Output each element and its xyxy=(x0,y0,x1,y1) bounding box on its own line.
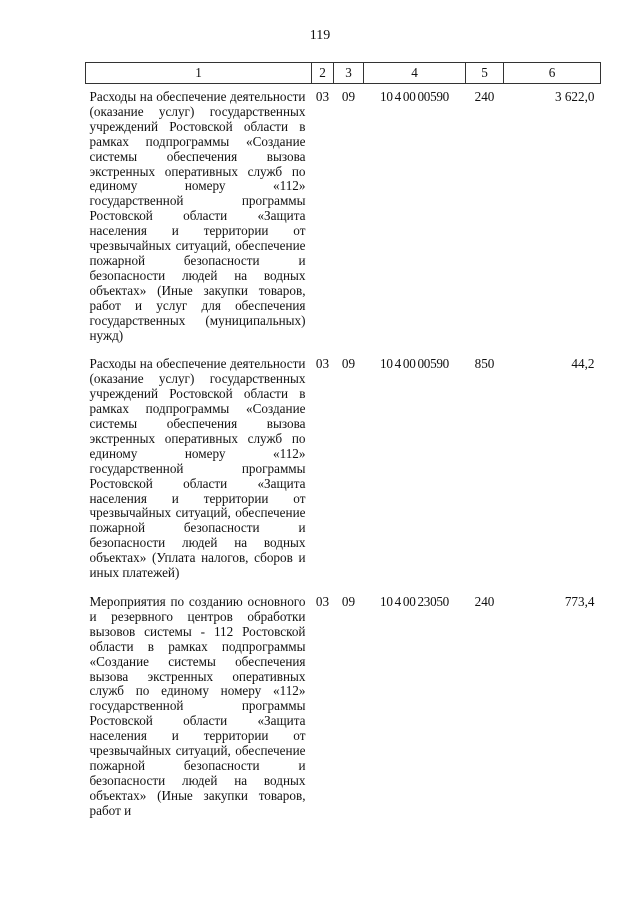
column-header: 4 xyxy=(364,63,466,84)
table-row xyxy=(86,351,601,589)
column-header: 3 xyxy=(334,63,364,84)
row-section-code: 03 xyxy=(315,356,330,372)
table-row xyxy=(86,589,601,827)
table-header-row xyxy=(86,63,601,84)
budget-table xyxy=(85,62,601,827)
column-header: 5 xyxy=(466,63,504,84)
column-header: 6 xyxy=(504,63,601,84)
row-description: Мероприятия по созданию основного и резервного центров обработки вызовов системы - 112 Ростовской области в рамках подпрограммы «Создание системы обеспечения вызова экстренных оперативных служб по единому номеру «112» государственной программы Ростовской области «Защита населения и территории от чрезвычайных ситуаций, обеспечение пожарной безопасности и безопасности людей на водных объектах» (Иные закупки товаров, работ и xyxy=(89,594,306,818)
row-expense-type-code: 240 xyxy=(474,89,495,104)
column-header: 1 xyxy=(86,63,312,84)
row-target-article-code: 10 4 00 00590 xyxy=(380,89,449,104)
row-description: Расходы на обеспечение деятельности (оказание услуг) государственных учреждений Ростовской области в рамках подпрограммы «Создание системы обеспечения вызова экстренных оперативных служб по единому номеру «112» государственной программы Ростовской области «Защита населения и территории от чрезвычайных ситуаций, обеспечение пожарной безопасности и безопасности людей на водных объектах» (Уплата налогов, сборов и иных платежей) xyxy=(89,356,306,581)
row-section-code: 03 xyxy=(315,594,330,609)
row-section-code: 03 xyxy=(315,89,330,104)
row-subsection-code: 09 xyxy=(341,356,356,372)
column-header: 2 xyxy=(312,63,334,84)
row-subsection-code: 09 xyxy=(341,594,356,609)
row-amount: 44,2 xyxy=(571,356,595,372)
row-subsection-code: 09 xyxy=(341,89,356,104)
row-target-article-code: 10 4 00 23050 xyxy=(380,594,449,609)
row-target-article-code: 10 4 00 00590 xyxy=(380,356,449,372)
page-number: 119 xyxy=(309,28,331,43)
row-description: Расходы на обеспечение деятельности (оказание услуг) государственных учреждений Ростовской области в рамках подпрограммы «Создание системы обеспечения вызова экстренных оперативных служб по единому номеру «112» государственной программы Ростовской области «Защита населения и территории от чрезвычайных ситуаций, обеспечение пожарной безопасности и безопасности людей на водных объектах» (Иные закупки товаров, работ и услуг для обеспечения государственных (муниципальных) нужд) xyxy=(89,89,306,343)
table-row xyxy=(86,84,601,352)
row-expense-type-code: 240 xyxy=(474,594,495,609)
row-expense-type-code: 850 xyxy=(474,356,495,372)
row-amount: 773,4 xyxy=(564,594,595,609)
row-amount: 3 622,0 xyxy=(554,89,595,104)
